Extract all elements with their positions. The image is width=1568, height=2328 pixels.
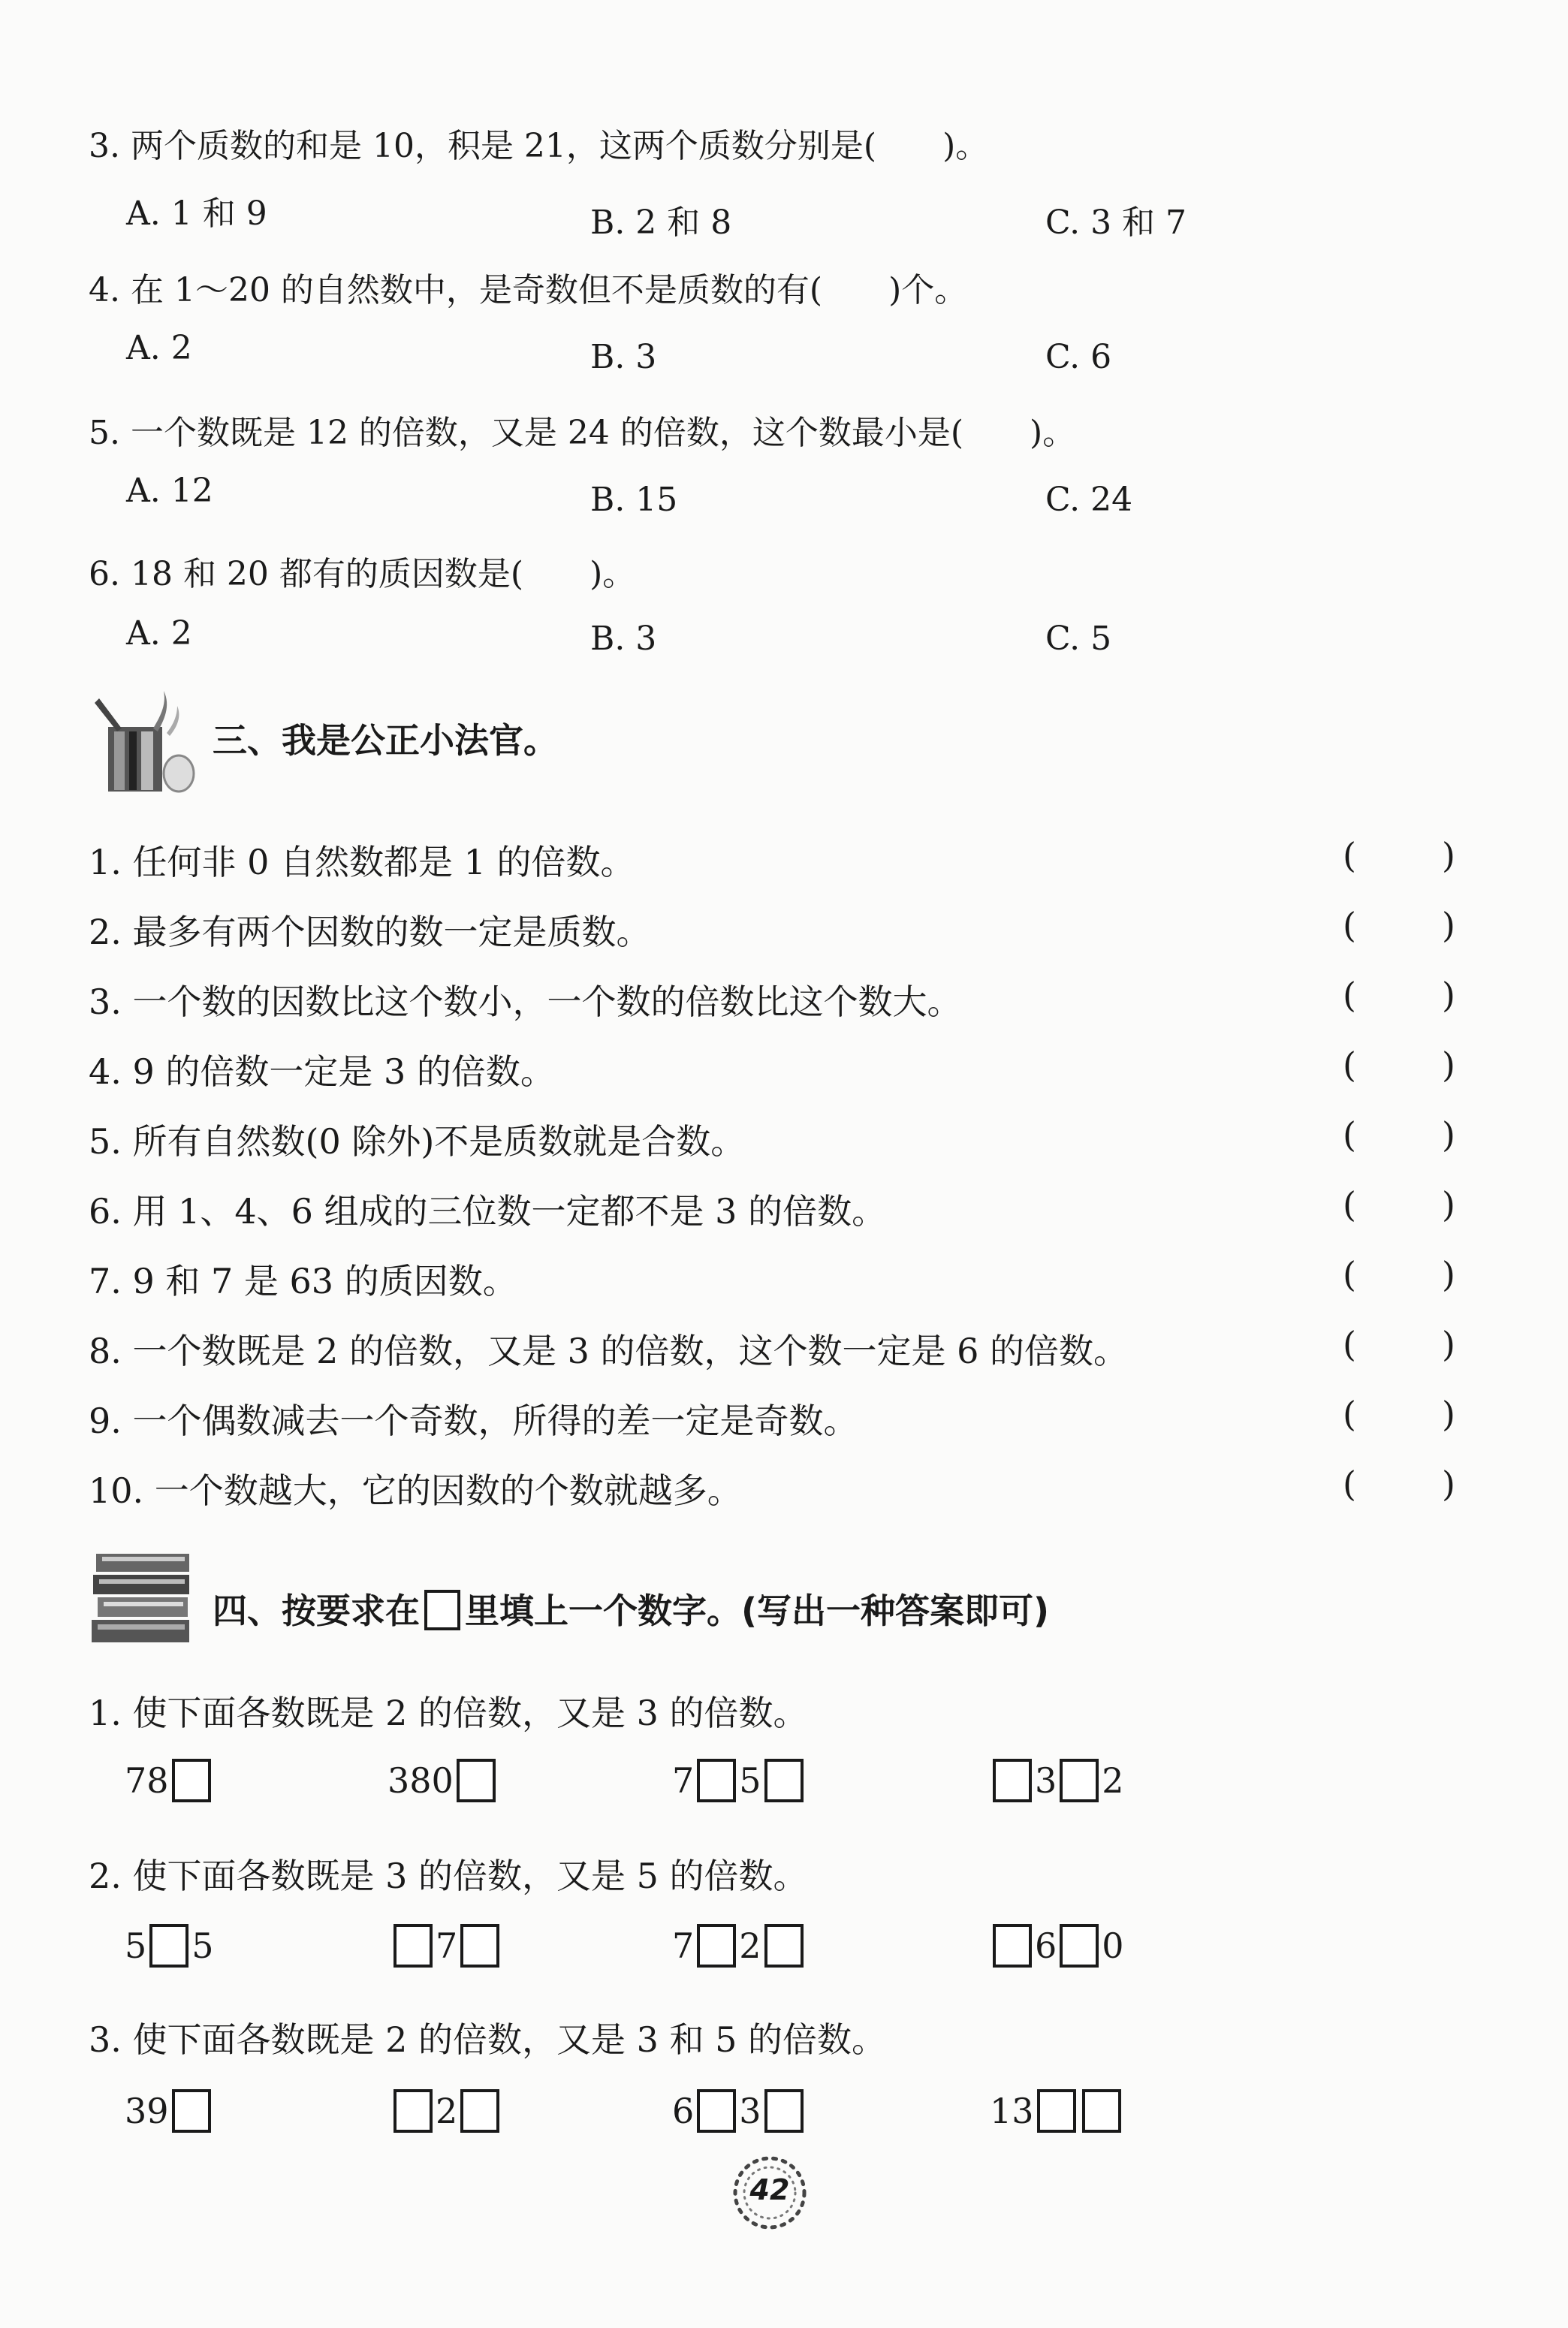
example-box [424, 1590, 460, 1630]
judge-item-text: 9. 一个偶数减去一个奇数，所得的差一定是奇数。 [89, 1401, 858, 1441]
fill-section-header [89, 1543, 1440, 1656]
judge-item [89, 1184, 1455, 1237]
fill-q1-stem: 1. 使下面各数既是 2 的倍数，又是 3 的倍数。 [89, 1693, 808, 1733]
judge-section-title: 三、我是公正小法官。 [213, 720, 558, 761]
answer-parentheses[interactable] [1343, 1464, 1455, 1504]
answer-box[interactable] [457, 1759, 496, 1802]
fill-item [390, 2085, 502, 2137]
fill-item [990, 1754, 1124, 1807]
fill-item [990, 1919, 1124, 1972]
page-number: 42 [749, 2173, 790, 2206]
paren-close: ) [1442, 835, 1455, 876]
judge-item-text: 6. 用 1、4、6 组成的三位数一定都不是 3 的倍数。 [89, 1191, 887, 1232]
answer-box[interactable] [1082, 2089, 1121, 2133]
judge-item-text: 2. 最多有两个因数的数一定是质数。 [89, 912, 651, 952]
judge-item-text: 4. 9 的倍数一定是 3 的倍数。 [89, 1051, 555, 1092]
answer-parentheses[interactable] [1343, 905, 1455, 945]
paren-open: ( [1343, 1324, 1356, 1365]
digit: 2 [739, 1925, 761, 1966]
answer-parentheses[interactable] [1343, 975, 1455, 1015]
answer-parentheses[interactable] [1343, 1045, 1455, 1085]
fill-item [672, 2085, 807, 2137]
answer-box[interactable] [172, 1759, 211, 1802]
choice-q3-stem: 3. 两个质数的和是 10，积是 21，这两个质数分别是( )。 [89, 127, 989, 165]
paren-open: ( [1343, 1184, 1356, 1225]
judge-item [89, 975, 1455, 1027]
judge-item [89, 905, 1455, 957]
fill-item [672, 1754, 807, 1807]
digit: 380 [387, 1760, 454, 1801]
paren-close: ) [1442, 1045, 1455, 1085]
fill-q2-stem: 2. 使下面各数既是 3 的倍数，又是 5 的倍数。 [89, 1856, 808, 1896]
paren-open: ( [1343, 905, 1356, 945]
page-number-badge [725, 2148, 815, 2238]
answer-box[interactable] [764, 1759, 804, 1802]
judge-item [89, 835, 1455, 888]
choice-q5-stem: 5. 一个数既是 12 的倍数，又是 24 的倍数，这个数最小是( )。 [89, 414, 1076, 452]
digit: 2 [1102, 1760, 1124, 1801]
answer-box[interactable] [149, 1924, 188, 1968]
answer-box[interactable] [460, 1924, 499, 1968]
fill-section-title [213, 1584, 1049, 1633]
fill-item [125, 2085, 214, 2137]
choice-q5-option-b: B. 15 [590, 481, 678, 519]
paren-close: ) [1442, 1114, 1455, 1155]
judge-item [89, 1254, 1455, 1307]
fill-item [125, 1754, 214, 1807]
judge-item-text: 10. 一个数越大，它的因数的个数就越多。 [89, 1470, 742, 1511]
digit: 7 [436, 1925, 458, 1966]
digit: 7 [672, 1925, 695, 1966]
digit: 6 [1035, 1925, 1057, 1966]
fill-q2-row [0, 1919, 1568, 1980]
answer-box[interactable] [697, 1924, 736, 1968]
judge-item-text: 8. 一个数既是 2 的倍数，又是 3 的倍数，这个数一定是 6 的倍数。 [89, 1331, 1129, 1371]
answer-parentheses[interactable] [1343, 1254, 1455, 1295]
choice-q4-option-a: A. 2 [126, 329, 192, 367]
judge-item [89, 1394, 1455, 1446]
answer-box[interactable] [1060, 1924, 1099, 1968]
pen-holder-icon [89, 683, 201, 796]
answer-box[interactable] [460, 2089, 499, 2133]
judge-item [89, 1114, 1455, 1167]
paren-open: ( [1343, 1394, 1356, 1434]
paren-open: ( [1343, 1114, 1356, 1155]
answer-box[interactable] [1060, 1759, 1099, 1802]
paren-close: ) [1442, 1394, 1455, 1434]
paren-close: ) [1442, 1324, 1455, 1365]
digit: 6 [672, 2091, 695, 2131]
answer-box[interactable] [172, 2089, 211, 2133]
digit: 0 [1102, 1925, 1124, 1966]
choice-q4-option-b: B. 3 [590, 338, 657, 376]
choice-q6-option-a: A. 2 [126, 614, 192, 653]
answer-box[interactable] [764, 2089, 804, 2133]
fill-item [390, 1919, 502, 1972]
choice-q3-option-c: C. 3 和 7 [1045, 204, 1187, 242]
answer-parentheses[interactable] [1343, 1324, 1455, 1365]
choice-q6-option-c: C. 5 [1045, 620, 1112, 658]
answer-box[interactable] [993, 1924, 1032, 1968]
answer-box[interactable] [993, 1759, 1032, 1802]
choice-q3-option-b: B. 2 和 8 [590, 204, 732, 242]
answer-box[interactable] [394, 2089, 433, 2133]
digit: 2 [436, 2091, 458, 2131]
answer-parentheses[interactable] [1343, 1114, 1455, 1155]
fill-item [990, 2085, 1124, 2137]
fill-item [387, 1754, 499, 1807]
judge-item [89, 1464, 1455, 1516]
paren-close: ) [1442, 975, 1455, 1015]
digit: 5 [739, 1760, 761, 1801]
choice-q6-stem: 6. 18 和 20 都有的质因数是( )。 [89, 555, 636, 593]
judge-item-text: 3. 一个数的因数比这个数小，一个数的倍数比这个数大。 [89, 982, 962, 1022]
fill-title-after: 里填上一个数字。(写出一种答案即可) [465, 1591, 1050, 1631]
judge-item-text: 5. 所有自然数(0 除外)不是质数就是合数。 [89, 1121, 746, 1162]
digit: 3 [1035, 1760, 1057, 1801]
answer-parentheses[interactable] [1343, 1394, 1455, 1434]
choice-q6-option-b: B. 3 [590, 620, 657, 658]
judge-item [89, 1045, 1455, 1097]
choice-q5-option-c: C. 24 [1045, 481, 1133, 519]
answer-box[interactable] [764, 1924, 804, 1968]
judge-item-text: 1. 任何非 0 自然数都是 1 的倍数。 [89, 842, 635, 882]
paren-close: ) [1442, 1184, 1455, 1225]
choice-q3-option-a: A. 1 和 9 [126, 195, 267, 233]
answer-box[interactable] [697, 1759, 736, 1802]
choice-q4-option-c: C. 6 [1045, 338, 1112, 376]
answer-box[interactable] [1037, 2089, 1076, 2133]
fill-q1-row [0, 1754, 1568, 1814]
digit: 5 [125, 1925, 147, 1966]
digit: 78 [125, 1760, 169, 1801]
choice-q4-stem: 4. 在 1～20 的自然数中，是奇数但不是质数的有( )个。 [89, 271, 968, 309]
answer-parentheses[interactable] [1343, 835, 1455, 876]
answer-box[interactable] [394, 1924, 433, 1968]
choice-q5-option-a: A. 12 [126, 472, 213, 510]
paren-close: ) [1442, 1464, 1455, 1504]
judge-section-header [89, 683, 1440, 796]
answer-box[interactable] [697, 2089, 736, 2133]
paren-open: ( [1343, 1045, 1356, 1085]
paren-close: ) [1442, 1254, 1455, 1295]
paren-open: ( [1343, 1464, 1356, 1504]
digit: 7 [672, 1760, 695, 1801]
fill-q3-stem: 3. 使下面各数既是 2 的倍数，又是 3 和 5 的倍数。 [89, 2019, 887, 2060]
paren-close: ) [1442, 905, 1455, 945]
answer-parentheses[interactable] [1343, 1184, 1455, 1225]
fill-q3-row [0, 2085, 1568, 2145]
fill-title-before: 四、按要求在 [213, 1591, 420, 1631]
paren-open: ( [1343, 1254, 1356, 1295]
digit: 5 [191, 1925, 214, 1966]
digit: 39 [125, 2091, 169, 2131]
paren-open: ( [1343, 975, 1356, 1015]
digit: 13 [990, 2091, 1034, 2131]
fill-item [672, 1919, 807, 1972]
book-stack-icon [89, 1543, 201, 1656]
judge-item [89, 1324, 1455, 1377]
digit: 3 [739, 2091, 761, 2131]
paren-open: ( [1343, 835, 1356, 876]
judge-item-text: 7. 9 和 7 是 63 的质因数。 [89, 1261, 517, 1301]
fill-item [125, 1919, 214, 1972]
